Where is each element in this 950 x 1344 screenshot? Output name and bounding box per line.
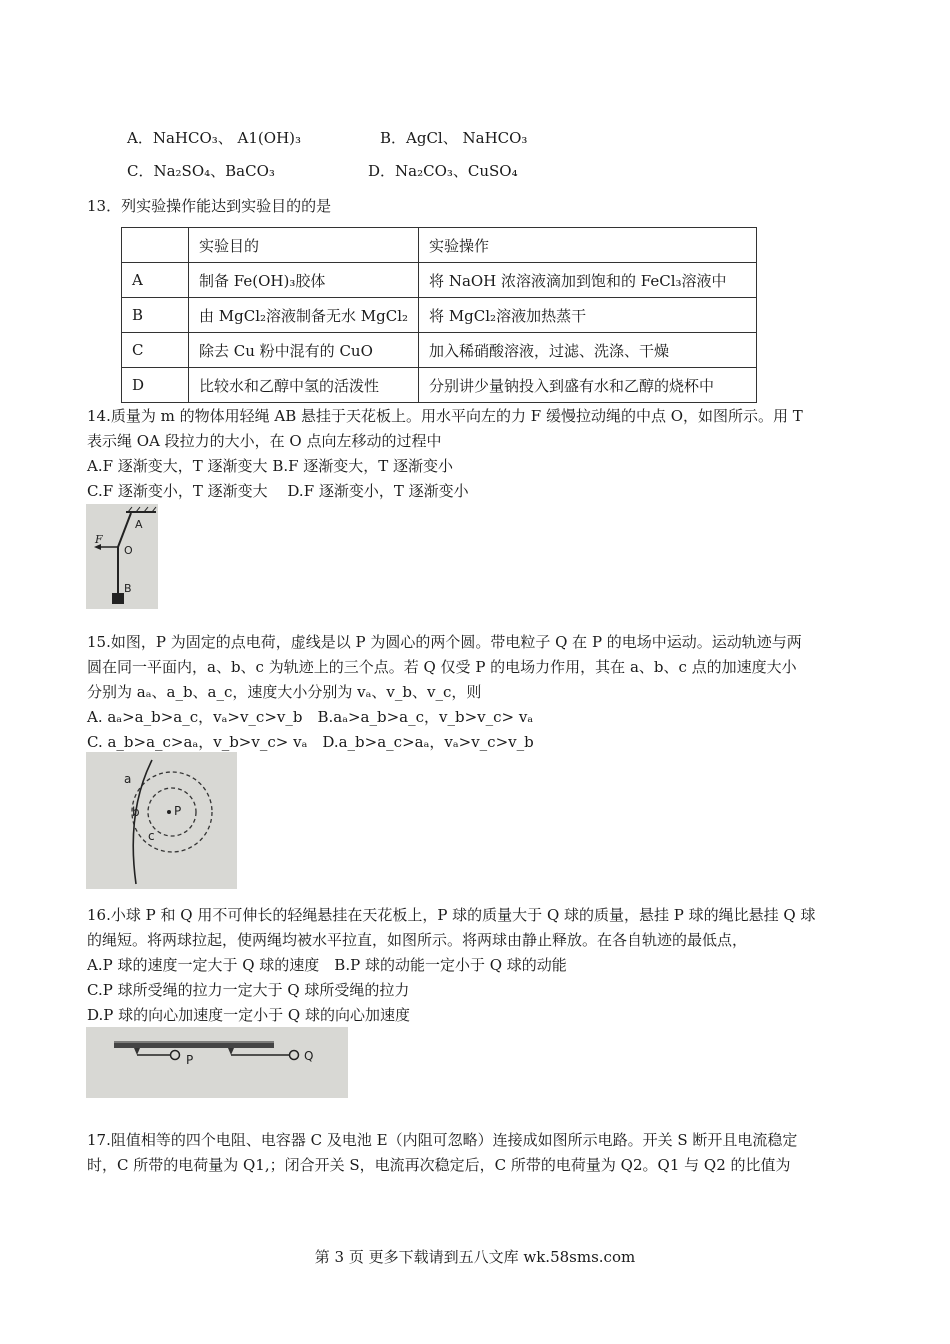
- q12-option-d: D．Na₂CO₃、CuSO₄: [368, 162, 518, 180]
- q16-option-d: D.P 球的向心加速度一定小于 Q 球的向心加速度: [87, 1006, 410, 1024]
- table-header-row: [122, 228, 757, 263]
- label-b: b: [132, 805, 140, 819]
- q15-stem-line1: 15.如图，P 为固定的点电荷，虚线是以 P 为圆心的两个圆。带电粒子 Q 在 P 的电场中运动。运动轨迹与两: [87, 633, 802, 651]
- row-label: B: [122, 298, 189, 333]
- q14-stem-line1: 14.质量为 m 的物体用轻绳 AB 悬挂于天花板上。用水平向左的力 F 缓慢拉动绳的中点 O，如图所示。用 T: [87, 407, 803, 425]
- q16-stem-line2: 的绳短。将两球拉起，使两绳均被水平拉直，如图所示。将两球由静止释放。在各自轨迹的最低点，: [87, 931, 748, 949]
- table-header-cell: 实验目的: [189, 228, 419, 263]
- table-row: [122, 263, 757, 298]
- q12-option-c: C．Na₂SO₄、BaCO₃: [127, 162, 275, 180]
- label-o: O: [124, 544, 133, 557]
- q14-options-line2: C.F 逐渐变小，T 逐渐变大 D.F 逐渐变小，T 逐渐变小: [87, 482, 469, 500]
- label-b: B: [124, 582, 132, 595]
- q13-table: [121, 227, 757, 403]
- row-purpose: 制备 Fe(OH)₃胶体: [189, 263, 419, 298]
- q17-stem-line2: 时，C 所带的电荷量为 Q1,；闭合开关 S，电流再次稳定后，C 所带的电荷量为 Q2。Q1 与 Q2 的比值为: [87, 1156, 791, 1174]
- q15-stem-line3: 分别为 aₐ、a_b、a_c，速度大小分别为 vₐ、v_b、v_c，则: [87, 683, 482, 701]
- q15-options-line1: A. aₐ>a_b>a_c，vₐ>v_c>v_b B.aₐ>a_b>a_c，v_b>v_c> vₐ: [87, 708, 534, 726]
- row-purpose: 比较水和乙醇中氢的活泼性: [189, 368, 419, 403]
- q15-options-line2: C. a_b>a_c>aₐ，v_b>v_c> vₐ D.a_b>a_c>aₐ，vₐ>v_c>v_b: [87, 733, 534, 751]
- label-c: c: [148, 829, 155, 843]
- q16-figure: [86, 1027, 348, 1098]
- row-purpose: 除去 Cu 粉中混有的 CuO: [189, 333, 419, 368]
- q16-option-c: C.P 球所受绳的拉力一定大于 Q 球所受绳的拉力: [87, 981, 410, 999]
- q16-stem-line1: 16.小球 P 和 Q 用不可伸长的轻绳悬挂在天花板上，P 球的质量大于 Q 球的质量，悬挂 P 球的绳比悬挂 Q 球: [87, 906, 816, 924]
- row-purpose: 由 MgCl₂溶液制备无水 MgCl₂: [189, 298, 419, 333]
- label-f: F: [95, 533, 103, 546]
- table-row: [122, 298, 757, 333]
- q13-stem: 13．列实验操作能达到实验目的的是: [87, 197, 332, 215]
- row-label: D: [122, 368, 189, 403]
- q12-option-b: B．AgCl、 NaHCO₃: [380, 129, 528, 147]
- label-a: A: [135, 518, 143, 531]
- row-operation: 将 NaOH 浓溶液滴加到饱和的 FeCl₃溶液中: [419, 263, 757, 298]
- table-header-cell: 实验操作: [419, 228, 757, 263]
- q14-figure: [86, 504, 158, 609]
- table-row: [122, 368, 757, 403]
- table-row: [122, 333, 757, 368]
- field-diagram: [86, 752, 237, 889]
- label-q: Q: [304, 1049, 314, 1063]
- label-p: P: [186, 1053, 194, 1067]
- row-operation: 将 MgCl₂溶液加热蒸干: [419, 298, 757, 333]
- label-a: a: [124, 772, 132, 786]
- label-p: P: [174, 804, 182, 818]
- q14-stem-line2: 表示绳 OA 段拉力的大小，在 O 点向左移动的过程中: [87, 432, 442, 450]
- rope-diagram: [86, 504, 158, 609]
- table-header-cell: [122, 228, 189, 263]
- row-label: C: [122, 333, 189, 368]
- q16-option-ab: A.P 球的速度一定大于 Q 球的速度 B.P 球的动能一定小于 Q 球的动能: [87, 956, 567, 974]
- q12-option-a: A．NaHCO₃、 A1(OH)₃: [127, 129, 302, 147]
- row-label: A: [122, 263, 189, 298]
- row-operation: 分别讲少量钠投入到盛有水和乙醇的烧杯中: [419, 368, 757, 403]
- pendulum-diagram: [86, 1027, 348, 1098]
- q15-figure: [86, 752, 237, 889]
- q15-stem-line2: 圆在同一平面内，a、b、c 为轨迹上的三个点。若 Q 仅受 P 的电场力作用，其在 a、b、c 点的加速度大小: [87, 658, 797, 676]
- q14-options-line1: A.F 逐渐变大，T 逐渐变大 B.F 逐渐变大，T 逐渐变小: [87, 457, 454, 475]
- page-footer: 第 3 页 更多下载请到五八文库 wk.58sms.com: [314, 1248, 636, 1266]
- row-operation: 加入稀硝酸溶液，过滤、洗涤、干燥: [419, 333, 757, 368]
- q17-stem-line1: 17.阻值相等的四个电阻、电容器 C 及电池 E（内阻可忽略）连接成如图所示电路。开关 S 断开且电流稳定: [87, 1131, 798, 1149]
